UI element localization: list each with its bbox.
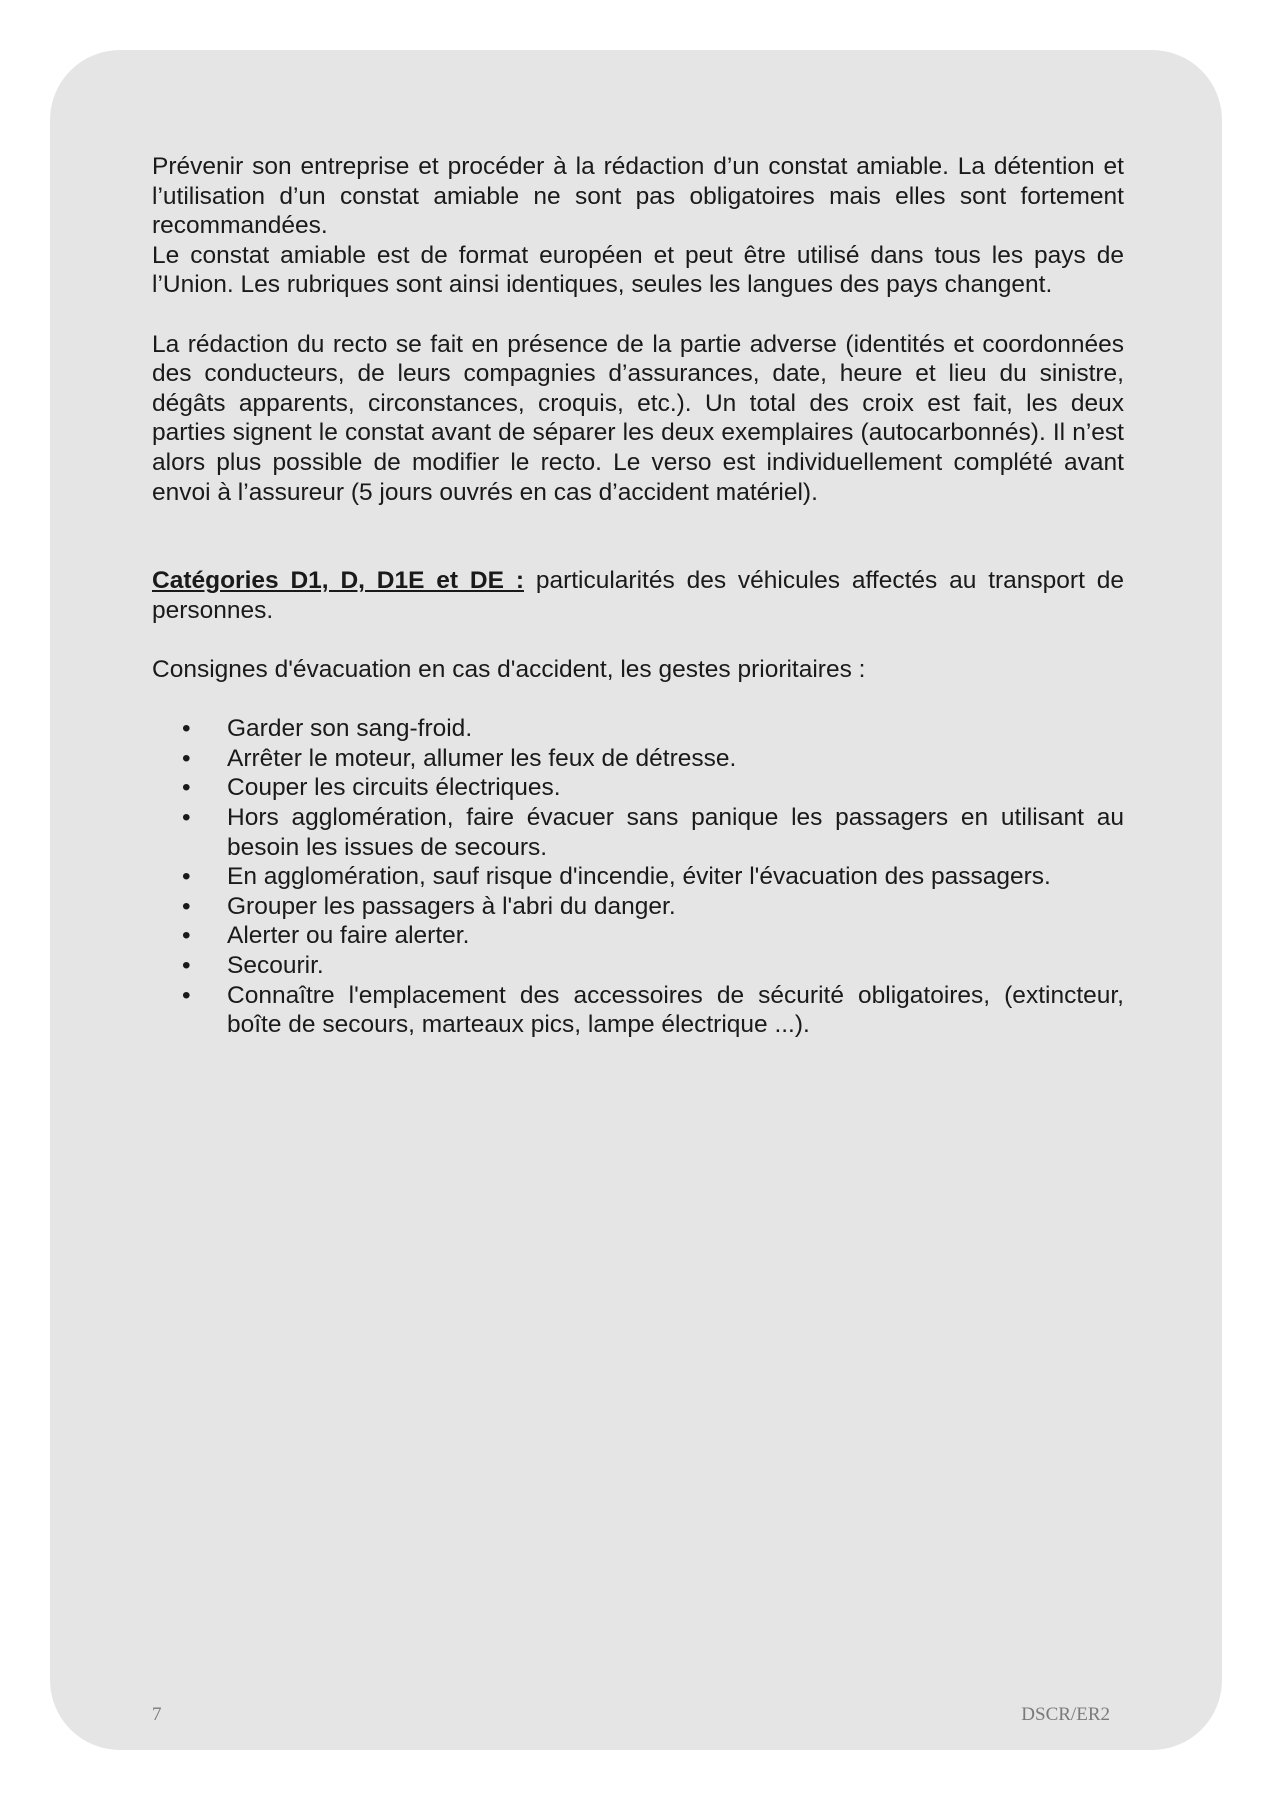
list-item bbox=[152, 951, 1124, 981]
bullet-icon: • bbox=[182, 981, 191, 1009]
list-item bbox=[152, 744, 1124, 774]
instructions-intro: Consignes d'évacuation en cas d'accident, les gestes prioritaires : bbox=[152, 656, 866, 684]
spacer bbox=[152, 300, 1124, 330]
bullet-icon: • bbox=[182, 715, 191, 743]
bullet-icon: • bbox=[182, 892, 191, 920]
category-description: particularités des véhicules affectés au transport de personnes. bbox=[152, 567, 1124, 624]
spacer bbox=[152, 507, 1124, 566]
list-item bbox=[152, 773, 1124, 803]
bullet-icon: • bbox=[182, 863, 191, 891]
spacer bbox=[152, 626, 1124, 656]
list-item-text: Arrêter le moteur, allumer les feux de détresse. bbox=[227, 744, 737, 772]
list-item bbox=[152, 803, 1124, 862]
list-item bbox=[152, 981, 1124, 1040]
list-item-text: Grouper les passagers à l'abri du danger. bbox=[227, 892, 676, 920]
spacer bbox=[152, 685, 1124, 715]
bullet-icon: • bbox=[182, 952, 191, 980]
page-number: 7 bbox=[152, 1704, 162, 1725]
paragraph-constat-intro: Prévenir son entreprise et procéder à la rédaction d’un constat amiable. La détention et l’utilisation d’un constat amiable ne sont pas obligatoires mais elles sont fortement recommandées. bbox=[152, 153, 1124, 240]
list-item-text: Couper les circuits électriques. bbox=[227, 774, 561, 802]
category-title: Catégories D1, D, D1E et DE : bbox=[152, 567, 524, 595]
paragraph-constat-redaction: La rédaction du recto se fait en présence de la partie adverse (identités et coordonnées des conducteurs, de leurs compagnies d’assurances, date, heure et lieu du sinistre, dégâts apparents, circonstances, croquis, etc.). Un total des croix est fait, les deux parties signent le constat avant de séparer les deux exemplaires (autocarbonnés). Il n’est alors plus possible de modifier le recto. Le verso est individuellement complété avant envoi à l’assureur (5 jours ouvrés en cas d’accident matériel). bbox=[152, 330, 1124, 506]
category-paragraph bbox=[152, 566, 1124, 625]
paragraph-constat-format: Le constat amiable est de format européen et peut être utilisé dans tous les pays de l’Union. Les rubriques sont ainsi identiques, seules les langues des pays changent. bbox=[152, 241, 1124, 299]
list-item-text: Hors agglomération, faire évacuer sans panique les passagers en utilisant au besoin les issues de secours. bbox=[227, 804, 1124, 861]
list-item bbox=[152, 892, 1124, 922]
list-item-text: Alerter ou faire alerter. bbox=[227, 922, 470, 950]
list-item-text: Secourir. bbox=[227, 952, 324, 980]
list-item bbox=[152, 714, 1124, 744]
bullet-icon: • bbox=[182, 744, 191, 772]
list-item-text: En agglomération, sauf risque d'incendie, éviter l'évacuation des passagers. bbox=[227, 863, 1051, 891]
bullet-icon: • bbox=[182, 804, 191, 832]
bullet-icon: • bbox=[182, 922, 191, 950]
list-item-text: Garder son sang-froid. bbox=[227, 715, 473, 743]
list-item bbox=[152, 862, 1124, 892]
bullet-icon: • bbox=[182, 774, 191, 802]
list-item-text: Connaître l'emplacement des accessoires de sécurité obligatoires, (extincteur, boîte de secours, marteaux pics, lampe électrique ...). bbox=[227, 981, 1124, 1039]
evacuation-instructions-list bbox=[152, 714, 1124, 1040]
document-reference: DSCR/ER2 bbox=[1021, 1704, 1110, 1725]
list-item bbox=[152, 921, 1124, 951]
document-body bbox=[152, 152, 1124, 1040]
